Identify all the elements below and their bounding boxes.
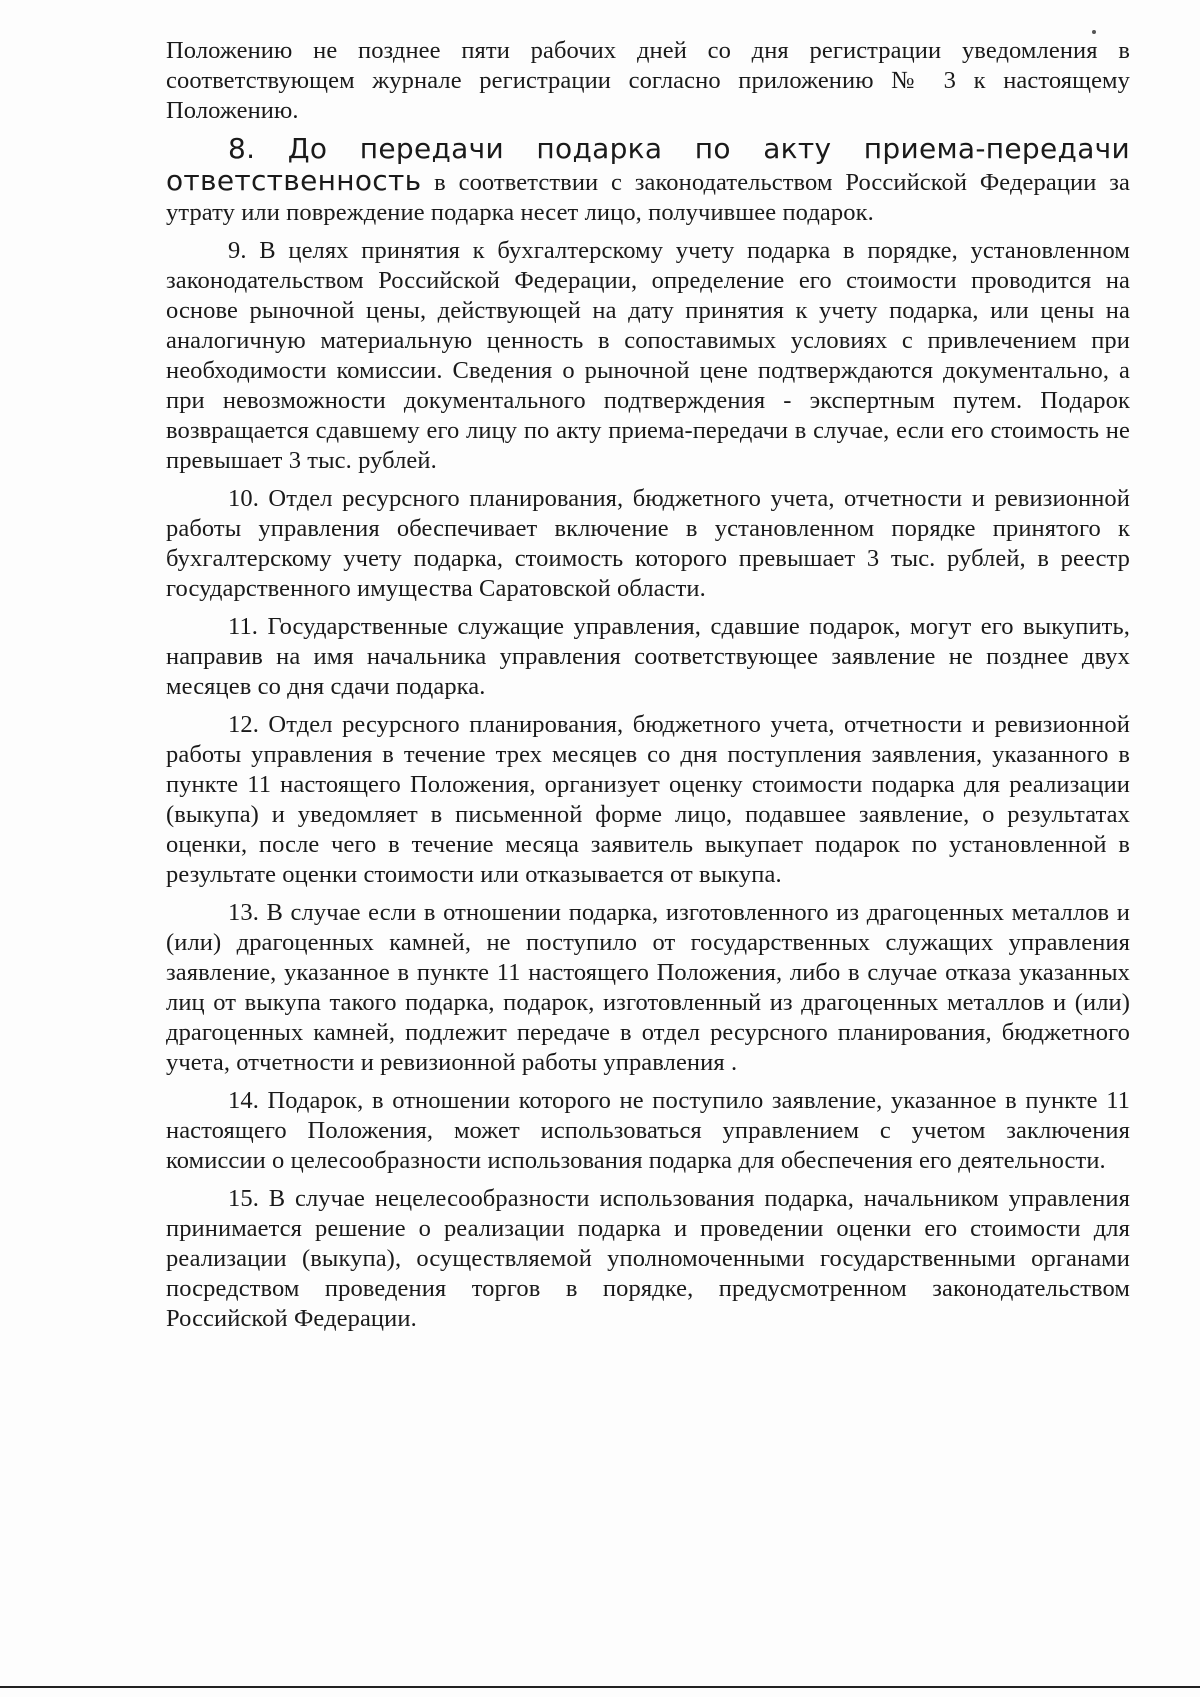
- paragraph-13: 13. В случае если в отношении подарка, изготовленного из драгоценных металлов и (или) драгоценных камней, не поступило от государственных служащих управления заявление, указанное в пункте 11 настоящего Положения, либо в случае отказа указанных лиц от выкупа такого подарка, подарок, изготовленный из драгоценных металлов и (или) драгоценных камней, подлежит передаче в отдел ресурсного планирования, бюджетного учета, отчетности и ревизионной работы управления .: [166, 899, 1130, 1076]
- document-body: [166, 36, 1130, 1342]
- paragraph-9: 9. В целях принятия к бухгалтерскому учету подарка в порядке, установленном законодательством Российской Федерации, определение его стоимости проводится на основе рыночной цены, действующей на дату принятия к учету подарка, или цены на аналогичную материальную ценность в сопоставимых условиях с привлечением при необходимости комиссии. Сведения о рыночной цене подтверждаются документально, а при невозможности документального подтверждения - экспертным путем. Подарок возвращается сдавшему его лицу по акту приема-передачи в случае, если его стоимость не превышает 3 тыс. рублей.: [166, 237, 1130, 474]
- page-bottom-rule: [0, 1686, 1200, 1688]
- paragraph-15: 15. В случае нецелесообразности использования подарка, начальником управления принимается решение о реализации подарка и проведении оценки его стоимости для реализации (выкупа), осуществляемой уполномоченными государственными органами посредством проведения торгов в порядке, предусмотренном законодательством Российской Федерации.: [166, 1185, 1130, 1332]
- paragraph-11: 11. Государственные служащие управления, сдавшие подарок, могут его выкупить, направив на имя начальника управления соответствующее заявление не позднее двух месяцев со дня сдачи подарка.: [166, 613, 1130, 700]
- paragraph-12: 12. Отдел ресурсного планирования, бюджетного учета, отчетности и ревизионной работы управления в течение трех месяцев со дня поступления заявления, указанного в пункте 11 настоящего Положения, организует оценку стоимости подарка для реализации (выкупа) и уведомляет в письменной форме лицо, подавшее заявление, о результатах оценки, после чего в течение месяца заявитель выкупает подарок по установленной в результате оценки стоимости или отказывается от выкупа.: [166, 711, 1130, 888]
- paragraph-8-text: в соответствии с законодательством Российской Федерации за утрату или повреждение подарка несет лицо, получившее подарок.: [166, 169, 1130, 226]
- scan-speck: [1092, 30, 1096, 34]
- paragraph-7-continuation: Положению не позднее пяти рабочих дней со дня регистрации уведомления в соответствующем журнале регистрации согласно приложению № 3 к настоящему Положению.: [166, 37, 1130, 124]
- paragraph-10: 10. Отдел ресурсного планирования, бюджетного учета, отчетности и ревизионной работы управления обеспечивает включение в установленном порядке принятого к бухгалтерскому учету подарка, стоимость которого превышает 3 тыс. рублей, в реестр государственного имущества Саратовской области.: [166, 485, 1130, 602]
- paragraph-8: [166, 134, 1130, 228]
- paragraph-14: 14. Подарок, в отношении которого не поступило заявление, указанное в пункте 11 настоящего Положения, может использоваться управлением с учетом заключения комиссии о целесообразности использования подарка для обеспечения его деятельности.: [166, 1087, 1130, 1174]
- paragraph-8-lead: 8. До передачи подарка по акту приема-передачи ответственность: [166, 132, 1130, 197]
